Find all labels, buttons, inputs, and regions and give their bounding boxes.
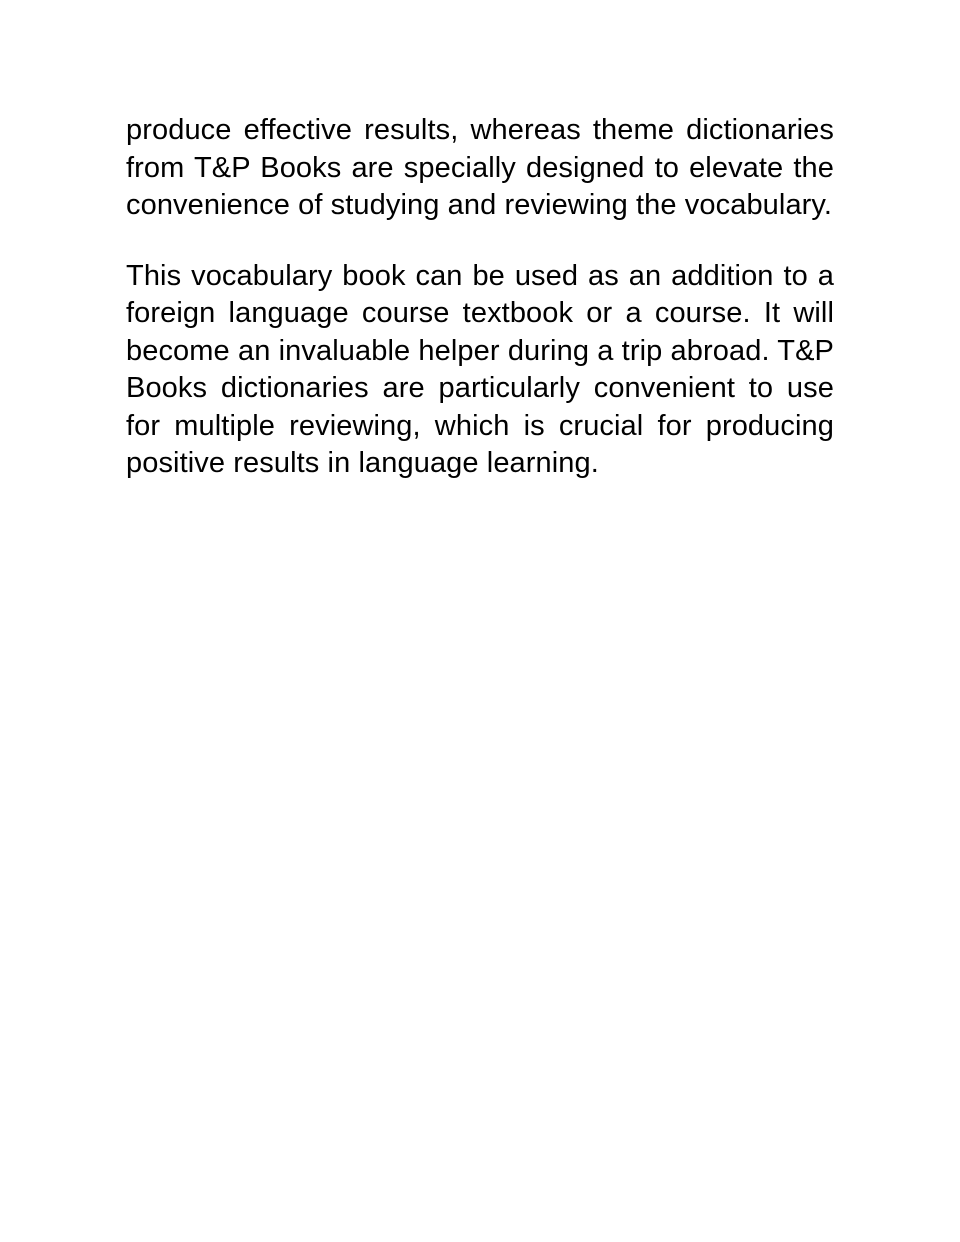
body-text-column bbox=[126, 112, 834, 483]
paragraph-1: produce effective results, whereas theme dictionaries from T&P Books are specially designed to elevate the convenience of studying and reviewing the vocabulary. bbox=[126, 114, 834, 221]
paragraph-2: This vocabulary book can be used as an addition to a foreign language course textbook or a course. It will become an invaluable helper during a trip abroad. T&P Books dictionaries are particularly convenient to use for multiple reviewing, which is crucial for producing positive results in language learning. bbox=[126, 259, 834, 479]
